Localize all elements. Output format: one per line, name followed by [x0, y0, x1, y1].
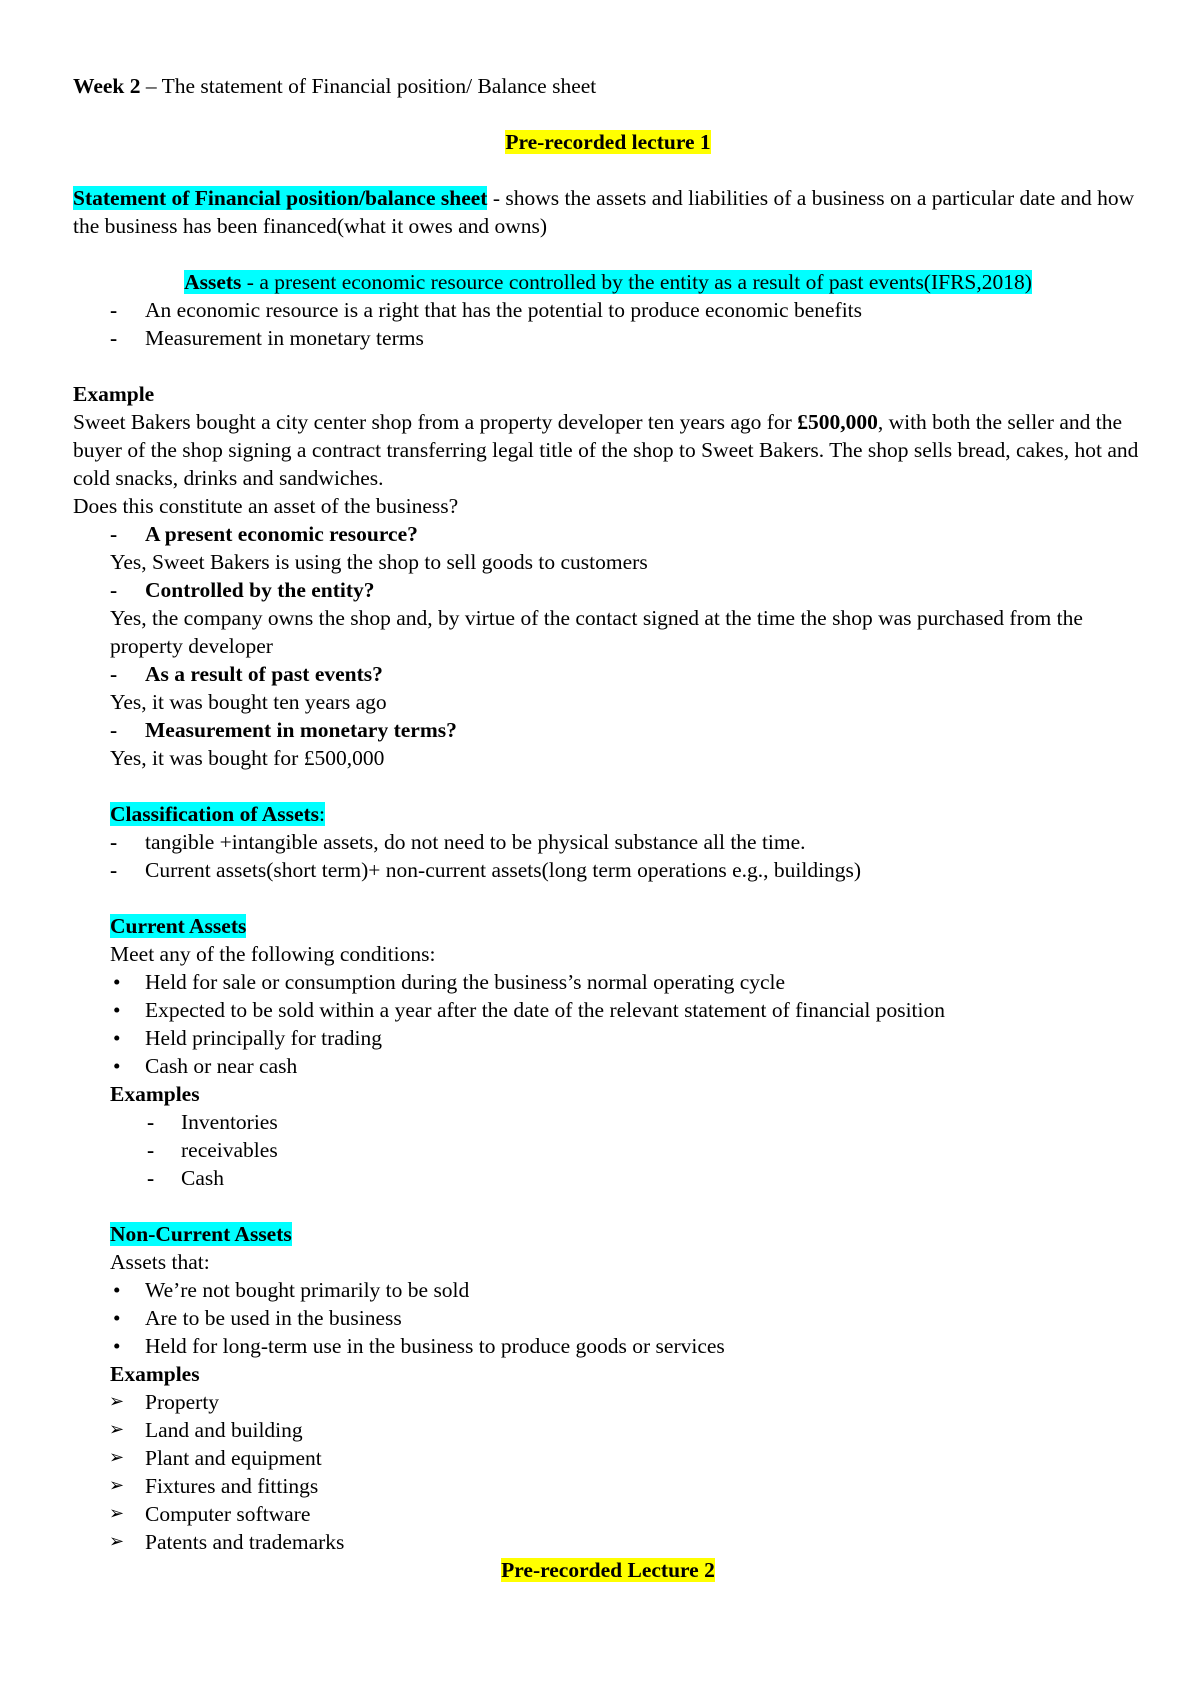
non-current-assets-heading: [110, 1220, 1143, 1248]
example-heading: Example: [73, 382, 155, 406]
list-item: - Inventories: [73, 1108, 1143, 1136]
non-current-assets-intro: Assets that:: [110, 1250, 210, 1274]
example-para-end: , with both the seller and the buyer of the shop signing a contract transferring legal title of the shop to Sweet Bakers. The shop sells bread, cakes, hot and cold snacks, drinks and sandwiches.: [73, 410, 1139, 490]
list-item: ➢ Land and building: [73, 1416, 1143, 1444]
lecture2-label: Pre-recorded Lecture 2: [501, 1558, 715, 1582]
current-assets-intro: Meet any of the following conditions:: [110, 942, 436, 966]
current-assets-label: Current Assets: [110, 914, 247, 938]
week-title: – The statement of Financial position/ Balance sheet: [140, 74, 597, 98]
example-question: Does this constitute an asset of the business?: [73, 494, 459, 518]
list-item: ➢ Plant and equipment: [73, 1444, 1143, 1472]
list-item: - tangible +intangible assets, do not need to be physical substance all the time.: [73, 828, 1143, 856]
list-item: ➢ Fixtures and fittings: [73, 1472, 1143, 1500]
qa-question: - A present economic resource?: [73, 520, 1143, 548]
classification-colon: :: [319, 802, 326, 826]
qa-answer: Yes, the company owns the shop and, by virtue of the contact signed at the time the shop was purchased from the property developer: [110, 606, 1083, 658]
list-item: ➢ Property: [73, 1388, 1143, 1416]
list-item: - Current assets(short term)+ non-current assets(long term operations e.g., buildings): [73, 856, 1143, 884]
list-item: - receivables: [73, 1136, 1143, 1164]
qa-answer: Yes, Sweet Bakers is using the shop to sell goods to customers: [110, 550, 648, 574]
lecture1-label: Pre-recorded lecture 1: [505, 130, 711, 154]
week-label: Week 2: [73, 74, 141, 98]
definition-term: Statement of Financial position/balance sheet: [73, 186, 488, 210]
list-item: ➢ Computer software: [73, 1500, 1143, 1528]
list-item: • Expected to be sold within a year after the date of the relevant statement of financial position: [73, 996, 1143, 1024]
list-item: - Cash: [73, 1164, 1143, 1192]
current-assets-heading: [110, 912, 1143, 940]
example-qa-4: [73, 716, 1143, 744]
current-assets-examples: [73, 1108, 1143, 1192]
non-current-assets-examples-heading: Examples: [110, 1362, 200, 1386]
definition-paragraph: [73, 184, 1143, 240]
qa-question: - Measurement in monetary terms?: [73, 716, 1143, 744]
qa-question: - As a result of past events?: [73, 660, 1143, 688]
classification-heading: [110, 800, 1143, 828]
example-qa-3: [73, 660, 1143, 688]
qa-question: - Controlled by the entity?: [73, 576, 1143, 604]
definition-text: - shows the assets and liabilities of a business on a particular date and how the business has been financed(what it owes and owns): [73, 186, 1135, 238]
list-item: • Cash or near cash: [73, 1052, 1143, 1080]
document-page: [73, 72, 1143, 1584]
non-current-assets-examples: [73, 1388, 1143, 1556]
non-current-assets-conditions: [73, 1276, 1143, 1360]
lecture2-heading: [73, 1556, 1143, 1584]
week-heading: [73, 72, 1143, 100]
example-amount: £500,000: [797, 410, 878, 434]
assets-definition: [73, 268, 1143, 296]
example-qa-2: [73, 576, 1143, 604]
lecture1-heading: [73, 128, 1143, 156]
assets-points: [73, 296, 1143, 352]
qa-answer: Yes, it was bought for £500,000: [110, 746, 385, 770]
current-assets-conditions: [73, 968, 1143, 1080]
example-para-start: Sweet Bakers bought a city center shop from a property developer ten years ago for: [73, 410, 798, 434]
list-item: • Held principally for trading: [73, 1024, 1143, 1052]
list-item: • Held for long-term use in the business to produce goods or services: [73, 1332, 1143, 1360]
assets-term: Assets: [184, 270, 242, 294]
example-paragraph: [73, 408, 1143, 492]
classification-points: [73, 828, 1143, 884]
example-qa-1: [73, 520, 1143, 548]
classification-label: Classification of Assets: [110, 802, 320, 826]
non-current-assets-label: Non-Current Assets: [110, 1222, 292, 1246]
list-item: • We’re not bought primarily to be sold: [73, 1276, 1143, 1304]
list-item: • Held for sale or consumption during the business’s normal operating cycle: [73, 968, 1143, 996]
assets-highlight: [184, 270, 1032, 294]
list-item: - Measurement in monetary terms: [73, 324, 1143, 352]
list-item: • Are to be used in the business: [73, 1304, 1143, 1332]
assets-text: - a present economic resource controlled by the entity as a result of past events(IFRS,2018): [241, 270, 1032, 294]
list-item: - An economic resource is a right that has the potential to produce economic benefits: [73, 296, 1143, 324]
current-assets-examples-heading: Examples: [110, 1082, 200, 1106]
qa-answer: Yes, it was bought ten years ago: [110, 690, 387, 714]
list-item: ➢ Patents and trademarks: [73, 1528, 1143, 1556]
